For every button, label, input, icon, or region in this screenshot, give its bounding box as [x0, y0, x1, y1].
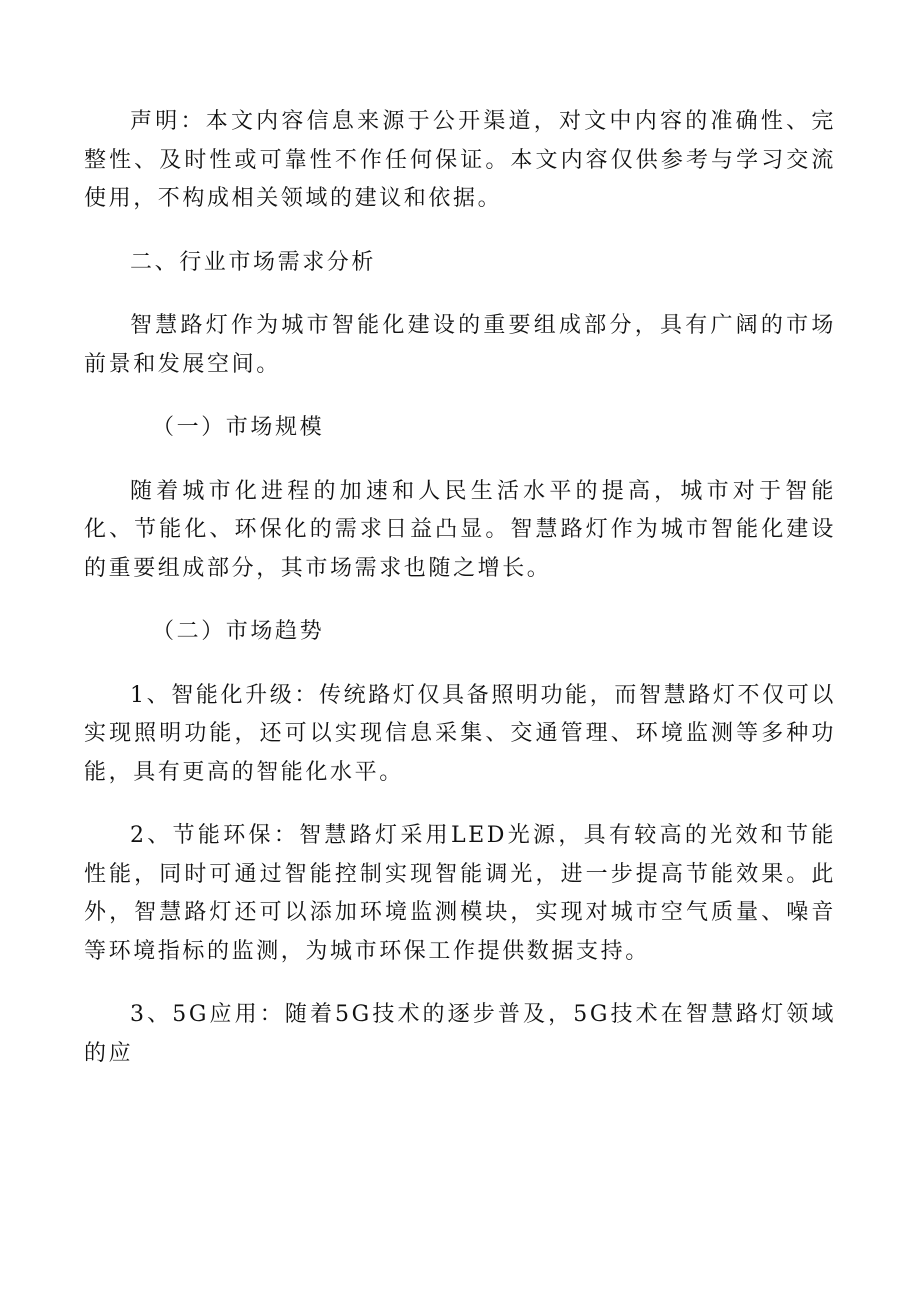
section-title: 二、行业市场需求分析 [130, 249, 377, 275]
market-size-paragraph: 随着城市化进程的加速和人民生活水平的提高，城市对于智能化、节能化、环保化的需求日益凸显。智慧路灯作为城市智能化建设的重要组成部分，其市场需求也随之增长。 [84, 478, 836, 581]
subsection-title-market-trend: （二）市场趋势 [152, 619, 325, 644]
disclaimer-paragraph: 声明：本文内容信息来源于公开渠道，对文中内容的准确性、完整性、及时性或可靠性不作任何保证。本文内容仅供参考与学习交流使用，不构成相关领域的建议和依据。 [84, 109, 836, 211]
subsection-title-market-size: （一）市场规模 [152, 415, 325, 440]
trend-paragraph-energy-saving: 2、节能环保：智慧路灯采用LED光源，具有较高的光效和节能性能，同时可通过智能控制实现智能调光，进一步提高节能效果。此外，智慧路灯还可以添加环境监测模块，实现对城市空气质量、噪音等环境指标的监测，为城市环保工作提供数据支持。 [84, 823, 836, 964]
trend-paragraph-intelligent-upgrade: 1、智能化升级：传统路灯仅具备照明功能，而智慧路灯不仅可以实现照明功能，还可以实现信息采集、交通管理、环境监测等多种功能，具有更高的智能化水平。 [84, 682, 836, 785]
intro-paragraph: 智慧路灯作为城市智能化建设的重要组成部分，具有广阔的市场前景和发展空间。 [84, 313, 836, 377]
trend-paragraph-5g: 3、5G应用：随着5G技术的逐步普及，5G技术在智慧路灯领域的应 [84, 1002, 836, 1066]
